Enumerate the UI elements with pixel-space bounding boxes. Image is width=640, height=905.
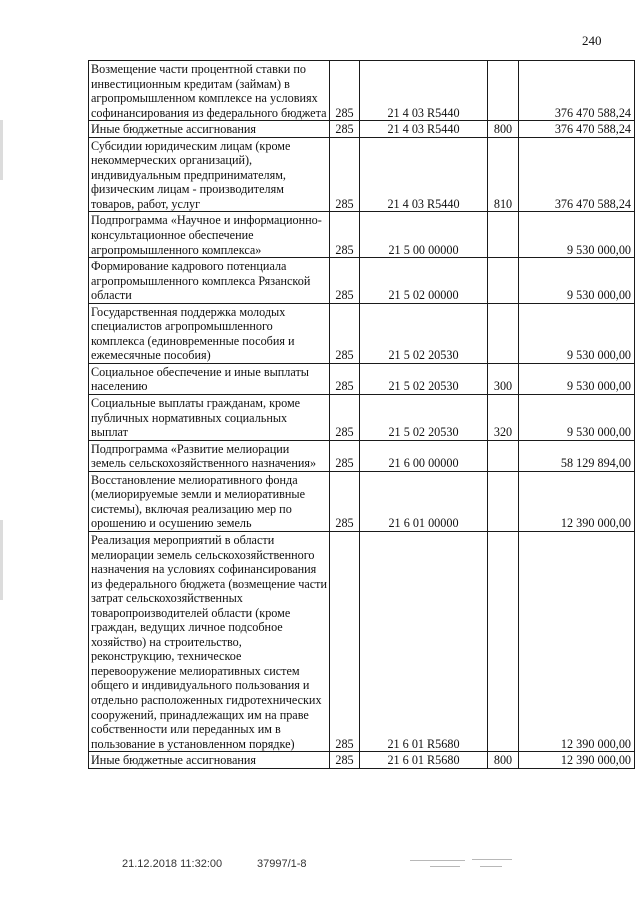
- row-vr-code: 800: [488, 752, 519, 769]
- row-gr-code: 285: [330, 395, 360, 441]
- table-row: [89, 395, 635, 441]
- row-amount: 12 390 000,00: [519, 752, 635, 769]
- table-row: [89, 212, 635, 258]
- table-row: [89, 363, 635, 394]
- row-name: Государственная поддержка молодых специалистов агропромышленного комплекса (единовременные пособия и ежемесячные пособия): [89, 303, 330, 363]
- row-name: Возмещение части процентной ставки по инвестиционным кредитам (займам) в агропромышленном комплексе на условиях софинансирования из федерального бюджета: [89, 61, 330, 121]
- footer-datetime: 21.12.2018 11:32:00: [122, 858, 223, 870]
- page-number: 240: [582, 33, 602, 48]
- row-name: Реализация мероприятий в области мелиорации земель сельскохозяйственного назначения на условиях софинансирования из федерального бюджета (возмещение части затрат сельскохозяйственных товаропроизводителей области (кроме граждан, ведущих личное подсобное хозяйство) на строительство, реконструкцию, техническое перевооружение мелиоративных систем общего и индивидуального пользования и отдельно расположенных гидротехнических сооружений, принадлежащих им на праве собственности или переданных им в пользование в установленном порядке): [89, 531, 330, 751]
- row-vr-code: 320: [488, 395, 519, 441]
- table-row: [89, 471, 635, 531]
- row-amount: 9 530 000,00: [519, 212, 635, 258]
- scan-noise: [410, 857, 540, 869]
- row-gr-code: 285: [330, 61, 360, 121]
- row-amount: 12 390 000,00: [519, 471, 635, 531]
- row-vr-code: 800: [488, 121, 519, 138]
- row-amount: 376 470 588,24: [519, 137, 635, 212]
- row-vr-code: 300: [488, 363, 519, 394]
- row-amount: 9 530 000,00: [519, 303, 635, 363]
- table-row: [89, 258, 635, 304]
- row-csr-code: 21 4 03 R5440: [360, 121, 488, 138]
- row-vr-code: [488, 258, 519, 304]
- row-vr-code: 810: [488, 137, 519, 212]
- footer-doc-number: 37997/1-8: [257, 858, 307, 870]
- row-csr-code: 21 6 01 R5680: [360, 531, 488, 751]
- row-name: Социальные выплаты гражданам, кроме публичных нормативных социальных выплат: [89, 395, 330, 441]
- row-vr-code: [488, 303, 519, 363]
- table-row: [89, 303, 635, 363]
- row-csr-code: 21 4 03 R5440: [360, 61, 488, 121]
- row-name: Иные бюджетные ассигнования: [89, 121, 330, 138]
- row-gr-code: 285: [330, 471, 360, 531]
- row-csr-code: 21 5 00 00000: [360, 212, 488, 258]
- row-vr-code: [488, 531, 519, 751]
- row-name: Субсидии юридическим лицам (кроме некоммерческих организаций), индивидуальным предпринимателям, физическим лицам - производителям товаров, работ, услуг: [89, 137, 330, 212]
- row-name: Восстановление мелиоративного фонда (мелиорируемые земли и мелиоративные системы), включая реализацию мер по орошению и осушению земель: [89, 471, 330, 531]
- row-gr-code: 285: [330, 258, 360, 304]
- row-amount: 9 530 000,00: [519, 395, 635, 441]
- row-amount: 58 129 894,00: [519, 440, 635, 471]
- table-row: [89, 440, 635, 471]
- row-vr-code: [488, 61, 519, 121]
- row-gr-code: 285: [330, 212, 360, 258]
- row-csr-code: 21 5 02 00000: [360, 258, 488, 304]
- row-csr-code: 21 5 02 20530: [360, 363, 488, 394]
- row-amount: 376 470 588,24: [519, 61, 635, 121]
- row-name: Подпрограмма «Научное и информационно-консультационное обеспечение агропромышленного комплекса»: [89, 212, 330, 258]
- row-name: Подпрограмма «Развитие мелиорации земель сельскохозяйственного назначения»: [89, 440, 330, 471]
- table-row: [89, 137, 635, 212]
- budget-table: [88, 60, 635, 769]
- table-row: [89, 121, 635, 138]
- row-name: Формирование кадрового потенциала агропромышленного комплекса Рязанской области: [89, 258, 330, 304]
- row-name: Социальное обеспечение и иные выплаты населению: [89, 363, 330, 394]
- row-vr-code: [488, 212, 519, 258]
- row-csr-code: 21 6 01 R5680: [360, 752, 488, 769]
- table-row: [89, 752, 635, 769]
- scan-edge-mark: [0, 520, 3, 600]
- scan-edge-mark: [0, 120, 3, 180]
- row-vr-code: [488, 471, 519, 531]
- row-gr-code: 285: [330, 440, 360, 471]
- row-amount: 12 390 000,00: [519, 531, 635, 751]
- table-row: [89, 61, 635, 121]
- row-name: Иные бюджетные ассигнования: [89, 752, 330, 769]
- row-amount: 376 470 588,24: [519, 121, 635, 138]
- row-csr-code: 21 5 02 20530: [360, 395, 488, 441]
- row-gr-code: 285: [330, 531, 360, 751]
- row-csr-code: 21 6 01 00000: [360, 471, 488, 531]
- row-vr-code: [488, 440, 519, 471]
- row-csr-code: 21 6 00 00000: [360, 440, 488, 471]
- row-csr-code: 21 4 03 R5440: [360, 137, 488, 212]
- row-csr-code: 21 5 02 20530: [360, 303, 488, 363]
- table-row: [89, 531, 635, 751]
- row-gr-code: 285: [330, 363, 360, 394]
- row-gr-code: 285: [330, 303, 360, 363]
- row-amount: 9 530 000,00: [519, 258, 635, 304]
- row-gr-code: 285: [330, 752, 360, 769]
- row-gr-code: 285: [330, 121, 360, 138]
- row-gr-code: 285: [330, 137, 360, 212]
- row-amount: 9 530 000,00: [519, 363, 635, 394]
